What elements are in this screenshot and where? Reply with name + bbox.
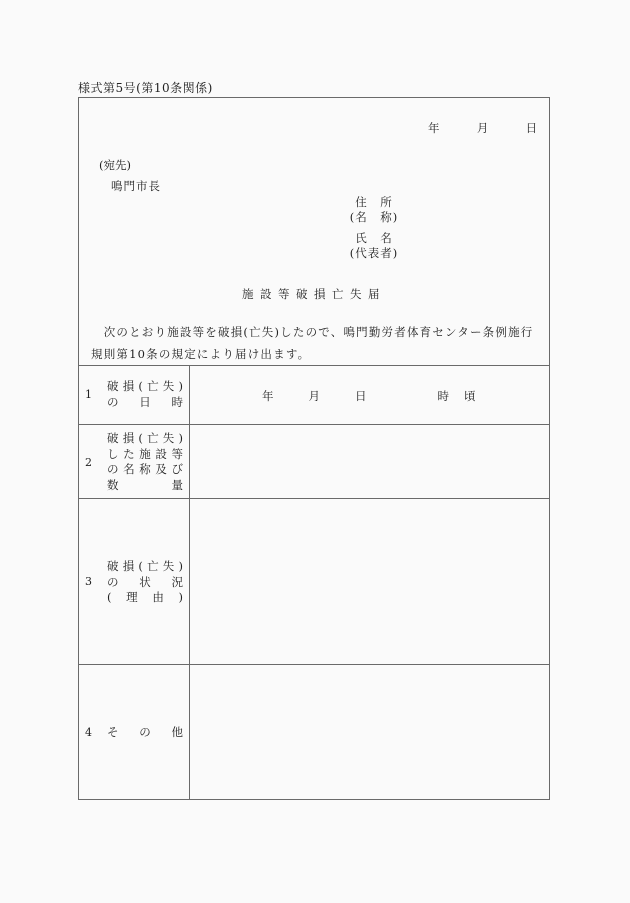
day-label: 日: [355, 389, 368, 403]
applicant-address-block[interactable]: [339, 195, 409, 225]
declaration-text: 次のとおり施設等を破損(亡失)したので、鳴門勤労者体育センター条例施行規則第10条の規定により届け出ます。: [91, 325, 534, 361]
row-label-damage-datetime: 破 損 ( 亡 失 ) の 日 時: [107, 379, 183, 409]
divider: [79, 365, 549, 366]
row-number: 1: [85, 388, 92, 401]
other-field[interactable]: [190, 665, 549, 799]
row-number: 4: [85, 726, 92, 739]
month-label: 月: [308, 389, 321, 403]
submission-date[interactable]: [428, 120, 537, 136]
address-label: 住 所: [355, 195, 393, 209]
row-number: 2: [85, 456, 92, 469]
form-code: 様式第5号(第10条関係): [78, 81, 213, 95]
addressee: 鳴門市長: [111, 179, 161, 193]
row-label-damage-status: 破 損 ( 亡 失 ) の 状 況 ( 理 由 ): [107, 559, 183, 604]
applicant-name-block[interactable]: [339, 231, 409, 261]
representative-label: (代表者): [349, 246, 399, 260]
notification-form: [78, 97, 550, 800]
day-label: 日: [525, 121, 538, 135]
damage-datetime-field[interactable]: [262, 388, 477, 404]
year-label: 年: [262, 389, 275, 403]
year-label: 年: [428, 121, 440, 135]
name-org-label: (名 称): [349, 210, 399, 224]
facility-name-qty-field[interactable]: [190, 425, 549, 498]
addressee-label: (宛先): [99, 158, 131, 172]
hour-label: 時: [437, 389, 450, 403]
row-label-facility-name-qty: 破 損 ( 亡 失 ) し た 施 設 等 の 名 称 及 び 数 量: [107, 431, 183, 492]
form-title: 施設等破損亡失届: [242, 287, 386, 301]
name-label: 氏 名: [355, 231, 393, 245]
row-number: 3: [85, 575, 92, 588]
row-label-other: そ の 他: [107, 725, 183, 739]
month-label: 月: [476, 121, 489, 135]
damage-status-field[interactable]: [190, 499, 549, 664]
approx-label: 頃: [464, 389, 477, 403]
